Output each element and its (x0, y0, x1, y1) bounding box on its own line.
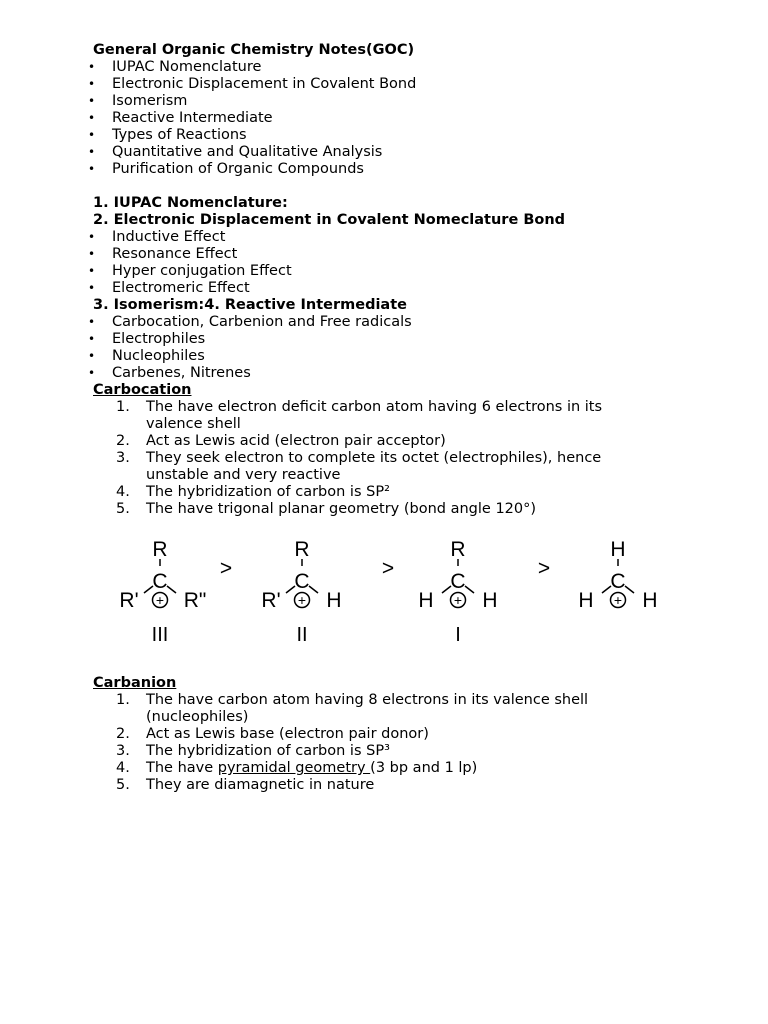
atom-right: H (642, 589, 658, 612)
list-item: • Quantitative and Qualitative Analysis (93, 144, 733, 161)
item-text-prefix: The have (146, 760, 218, 776)
list-item: • Electromeric Effect (93, 280, 733, 297)
structure-methyl (578, 538, 657, 612)
item-text: unstable and very reactive (146, 467, 341, 483)
item-text-suffix: (3 bp and 1 lp) (370, 760, 478, 776)
charge-sign: + (453, 592, 463, 608)
charge-sign: + (613, 592, 623, 608)
atom-right: H (482, 589, 498, 612)
carbanion-heading: Carbanion (93, 675, 177, 691)
item-text: The have electron deficit carbon atom having 6 electrons in its (146, 399, 603, 415)
item-number: 4. (116, 484, 130, 500)
list-item-continuation (93, 467, 733, 484)
item-number: 5. (116, 501, 130, 517)
topic-list (93, 59, 733, 178)
structure-iii (119, 538, 206, 646)
greater-than-sign: > (381, 557, 395, 580)
charge-sign: + (155, 592, 165, 608)
carbanion-points (93, 692, 733, 794)
list-item (93, 501, 733, 518)
list-item (93, 777, 733, 794)
charge-sign: + (297, 592, 307, 608)
list-item (93, 450, 733, 467)
atom-center: C (152, 570, 168, 593)
list-item: • Types of Reactions (93, 127, 733, 144)
atom-top: R (450, 538, 466, 561)
greater-than-sign: > (537, 557, 551, 580)
list-item: • IUPAC Nomenclature (93, 59, 733, 76)
list-item: • Nucleophiles (93, 348, 733, 365)
section-heading-3: 3. Isomerism:4. Reactive Intermediate (93, 297, 407, 313)
atom-center: C (294, 570, 310, 593)
item-number: 3. (116, 743, 130, 759)
carbanion-section (93, 675, 733, 794)
list-item: • Carbenes, Nitrenes (93, 365, 733, 382)
carbocation-heading: Carbocation (93, 382, 192, 398)
atom-center: C (610, 570, 626, 593)
atom-left: R' (261, 589, 281, 612)
list-item (93, 484, 733, 501)
list-item: • Electronic Displacement in Covalent Bond (93, 76, 733, 93)
carbocation-points (93, 399, 733, 518)
item-number: 4. (116, 760, 130, 776)
list-item (93, 433, 733, 450)
item-text: The hybridization of carbon is SP² (146, 484, 390, 500)
item-text: The have trigonal planar geometry (bond angle 120°) (146, 501, 537, 517)
list-item (93, 760, 733, 777)
list-item (93, 726, 733, 743)
spacer (93, 178, 733, 195)
list-item-continuation (93, 416, 733, 433)
bond-right (625, 586, 634, 593)
bond-right (465, 586, 474, 593)
list-item (93, 399, 733, 416)
section-heading-1: 1. IUPAC Nomenclature: (93, 195, 288, 211)
item-number: 1. (116, 399, 130, 415)
item-text: (nucleophiles) (146, 709, 249, 725)
item-number: 2. (116, 726, 130, 742)
item-text: valence shell (146, 416, 241, 432)
carbocation-stability-diagram (100, 528, 680, 658)
bond-right (309, 586, 318, 593)
stability-label: I (455, 624, 461, 646)
list-item: • Isomerism (93, 93, 733, 110)
document-body (93, 42, 733, 518)
list-item: • Carbocation, Carbenion and Free radicals (93, 314, 733, 331)
list-item: • Resonance Effect (93, 246, 733, 263)
greater-than-sign: > (219, 557, 233, 580)
list-item: • Inductive Effect (93, 229, 733, 246)
item-number: 3. (116, 450, 130, 466)
atom-top: H (610, 538, 626, 561)
atom-top: R (294, 538, 310, 561)
item-number: 1. (116, 692, 130, 708)
atom-right: R" (183, 589, 207, 612)
section-heading-2: 2. Electronic Displacement in Covalent Nomeclature Bond (93, 212, 566, 228)
item-text: The have carbon atom having 8 electrons in its valence shell (146, 692, 589, 708)
atom-top: R (152, 538, 168, 561)
atom-center: C (450, 570, 466, 593)
list-item: • Reactive Intermediate (93, 110, 733, 127)
item-text: Act as Lewis base (electron pair donor) (146, 726, 429, 742)
atom-left: H (578, 589, 594, 612)
item-text-underlined: pyramidal geometry (217, 760, 371, 776)
item-number: 2. (116, 433, 130, 449)
item-text: They are diamagnetic in nature (146, 777, 375, 793)
list-item (93, 692, 733, 709)
atom-left: R' (119, 589, 139, 612)
atom-right: H (326, 589, 342, 612)
document-title: General Organic Chemistry Notes(GOC) (93, 42, 415, 58)
structure-ii (261, 538, 341, 646)
list-item: • Purification of Organic Compounds (93, 161, 733, 178)
intermediates-list (93, 314, 733, 382)
stability-label: III (151, 624, 169, 646)
list-item: • Electrophiles (93, 331, 733, 348)
item-number: 5. (116, 777, 130, 793)
stability-label: II (296, 624, 308, 646)
item-text: They seek electron to complete its octet (electrophiles), hence (146, 450, 602, 466)
atom-left: H (418, 589, 434, 612)
item-text: The hybridization of carbon is SP³ (146, 743, 390, 759)
list-item: • Hyper conjugation Effect (93, 263, 733, 280)
structure-i (418, 538, 497, 646)
item-text: Act as Lewis acid (electron pair acceptor) (146, 433, 446, 449)
effects-list (93, 229, 733, 297)
list-item-continuation (93, 709, 733, 726)
list-item (93, 743, 733, 760)
bond-right (167, 586, 176, 593)
